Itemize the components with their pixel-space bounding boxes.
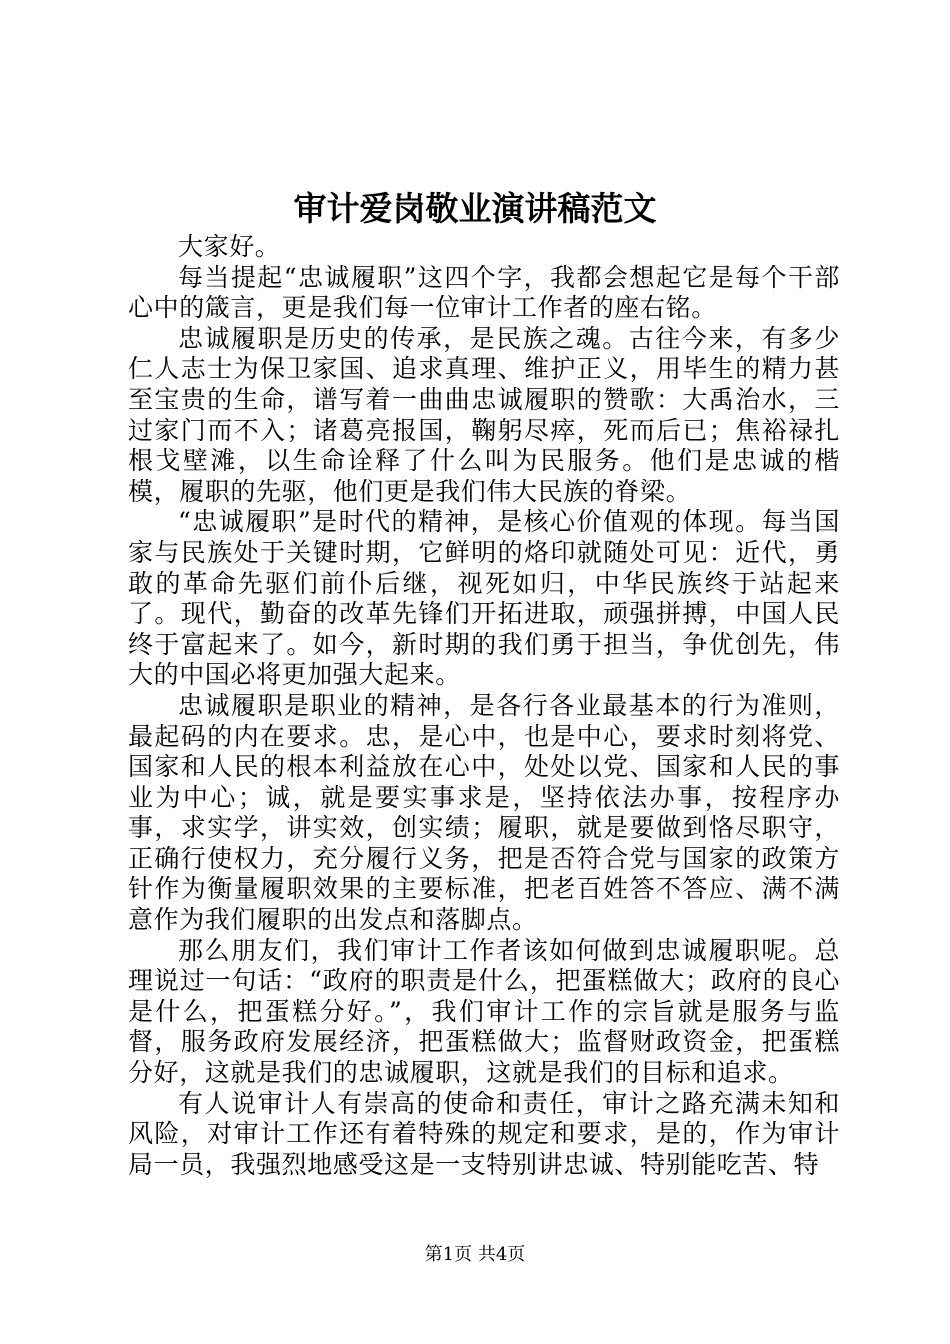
paragraph: 忠诚履职是职业的精神，是各行各业最基本的行为准则，最起码的内在要求。忠，是心中，也是中心，要求时刻将党、国家和人民的根本利益放在心中，处处以党、国家和人民的事业为中心；诚，就是要实事求是，坚持依法办事，按程序办事，求实学，讲实效，创实绩；履职，就是要做到恪尽职守，正确行使权力，充分履行义务，把是否符合党与国家的政策方针作为衡量履职效果的主要标准，把老百姓答不答应、满不满意作为我们履职的出发点和落脚点。 [128,690,840,935]
paragraph: 每当提起“忠诚履职”这四个字，我都会想起它是每个干部心中的箴言，更是我们每一位审计工作者的座右铭。 [128,262,840,323]
paragraph-greeting: 大家好。 [178,232,281,261]
paragraph: “忠诚履职”是时代的精神，是核心价值观的体现。每当国家与民族处于关键时期，它鲜明的烙印就随处可见：近代，勇敢的革命先驱们前仆后继，视死如归，中华民族终于站起来了。现代，勤奋的改革先锋们开拓进取，顽强拼搏，中国人民终于富起来了。如今，新时期的我们勇于担当，争优创先，伟大的中国必将更加强大起来。 [128,507,840,690]
paragraph: 那么朋友们，我们审计工作者该如何做到忠诚履职呢。总理说过一句话：“政府的职责是什么，把蛋糕做大；政府的良心是什么，把蛋糕分好。”，我们审计工作的宗旨就是服务与监督，服务政府发展经济，把蛋糕做大；监督财政资金，把蛋糕分好，这就是我们的忠诚履职，这就是我们的目标和追求。 [128,935,840,1088]
paragraph: 忠诚履职是历史的传承，是民族之魂。古往今来，有多少仁人志士为保卫家国、追求真理、维护正义，用毕生的精力甚至宝贵的生命，谱写着一曲曲忠诚履职的赞歌：大禹治水，三过家门而不入；诸葛亮报国，鞠躬尽瘁，死而后已；焦裕禄扎根戈壁滩，以生命诠释了什么叫为民服务。他们是忠诚的楷模，履职的先驱，他们更是我们伟大民族的脊梁。 [128,323,840,506]
paragraph: 有人说审计人有崇高的使命和责任，审计之路充满未知和风险，对审计工作还有着特殊的规定和要求，是的，作为审计局一员，我强烈地感受这是一支特别讲忠诚、特别能吃苦、特 [128,1088,840,1179]
page-number-footer: 第1页 共4页 [424,1244,526,1265]
document-title: 审计爱岗敬业演讲稿范文 [293,189,657,228]
document-body [128,232,840,1180]
